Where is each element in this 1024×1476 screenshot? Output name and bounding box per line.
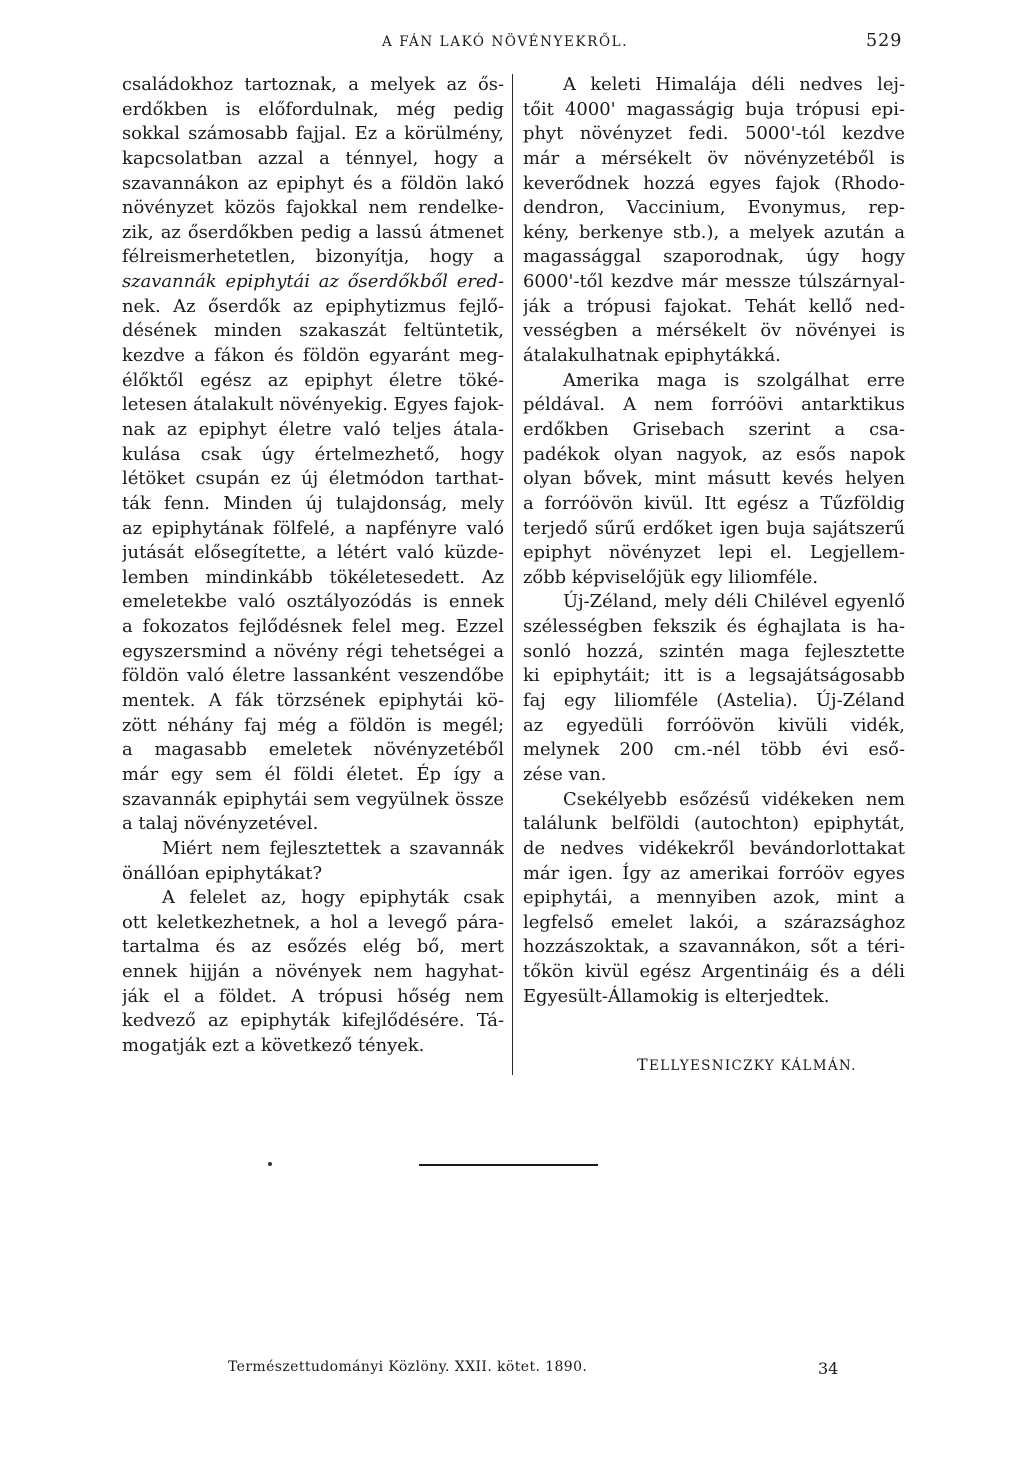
text-line: nek. Az őserdők az epiphytizmus fejlő- [122,295,504,317]
text-line: az egyedüli forróövön kivüli vidék, [523,714,905,736]
text-line: már a mérsékelt öv növényzetéből is [523,147,905,169]
left-column [122,73,504,1059]
text-line: faj egy liliomféle (Astelia). Új-Zéland [523,690,905,712]
text-line: a forróövön kivül. Itt egész a Tűzföldig [523,492,905,514]
text-line: szavannák epiphytái az őserdőkből ered- [122,271,504,293]
text-line: szavannák epiphytái sem vegyülnek össze [122,788,504,810]
text-line: félreismerhetetlen, bizonyítja, hogy a [122,246,504,268]
text-line: ki epiphytáit; itt is a legsajátságosabb [523,665,905,687]
text-line: olyan bővek, mint másutt kevés helyen [523,468,905,490]
text-line: ennek hijján a növények nem hagyhat- [122,961,504,983]
right-column [523,73,905,1009]
text-line: ták fenn. Minden új tulajdonság, mely [122,492,504,514]
page-number: 529 [866,31,903,51]
text-line: A felelet az, hogy epiphyták csak [162,887,504,909]
text-line: ott keletkezhetnek, a hol a levegő pára- [122,911,504,933]
text-line: Új-Zéland, mely déli Chilével egyenlő [563,591,905,613]
running-title: A FÁN LAKÓ NÖVÉNYEKRŐL. [382,34,629,50]
text-line: tartalma és az esőzés elég bő, mert [122,936,504,958]
text-line: mentek. A fák törzsének epiphytái kö- [122,690,504,712]
text-line: emeletekbe való osztályozódás is ennek [122,591,504,613]
text-line: a magasabb emeletek növényzetéből [122,739,504,761]
text-line: vességben a mérsékelt öv növényei is [523,320,905,342]
text-line: kapcsolatban azzal a ténnyel, hogy a [122,147,504,169]
text-line: zik, az őserdőkben pedig a lassú átmenet [122,221,504,243]
text-line: szélességben fekszik és éghajlata is ha- [523,616,905,638]
text-line: kedvező az epiphyták kifejlődésére. Tá- [122,1010,504,1032]
text-line: 6000'-től kezdve már messze túlszárnyal- [523,271,905,293]
text-line: zött néhány faj még a földön is megél; [122,714,504,736]
text-line: jutását elősegítette, a létért való küzde- [122,542,504,564]
text-line: Csekélyebb esőzésű vidékeken nem [563,788,905,810]
text-line: önállóan epiphytákat? [122,862,323,884]
text-line: kulása csak úgy értelmezhető, hogy [122,443,504,465]
text-line: keverődnek hozzá egyes fajok (Rhodo- [523,172,905,194]
text-line: melynek 200 cm.-nél több évi eső- [523,739,905,761]
text-line: phyt növényzet fedi. 5000'-tól kezdve [523,123,905,145]
text-line: találunk belföldi (autochton) epiphytát, [523,813,905,835]
text-line: a fokozatos fejlődésnek felel meg. Ezzel [122,616,504,638]
text-line: élőktől egész az epiphyt életre töké- [122,369,504,391]
text-line: epiphyt növényzet lepi el. Legjellem- [523,542,905,564]
footer-rule [419,1164,598,1166]
text-line: zőbb képviselőjük egy liliomféle. [523,566,819,588]
text-line: Miért nem fejlesztettek a szavannák [162,837,504,859]
text-line: erdőkben is előfordulnak, még pedig [122,98,504,120]
text-line: de nedves vidékekről bevándorlottakat [523,837,905,859]
text-line: ják el a földet. A trópusi hőség nem [122,985,504,1007]
text-line: désének minden szakaszát feltüntetik, [122,320,504,342]
text-line: erdőkben Grisebach szerint a csa- [523,418,905,440]
text-line: A keleti Himalája déli nedves lej- [563,74,905,95]
text-line: sokkal számosabb fajjal. Ez a körülmény, [122,123,504,145]
text-line: szavannákon az epiphyt és a földön lakó [122,172,504,194]
page-header [0,31,1024,58]
text-line: tőit 4000' magasságig buja trópusi epi- [523,98,905,120]
footer-sheet-number: 34 [818,1359,839,1378]
text-line: mogatják ezt a következő tények. [122,1034,425,1056]
text-line: epiphytái, a mennyiben azok, mint a [523,887,905,909]
column-divider [512,74,513,1075]
text-line: kezdve a fákon és földön egyaránt meg- [122,345,504,367]
text-line: lemben mindinkább tökéletesedett. Az [122,566,504,588]
printing-speck [268,1162,272,1166]
text-line: példával. A nem forróövi antarktikus [523,394,905,416]
footer-journal-citation: Természettudományi Közlöny. XXII. kötet. 1890. [228,1359,588,1375]
text-line: dendron, Vaccinium, Evonymus, rep- [523,197,905,219]
text-line: terjedő sűrű erdőket igen buja sajátszerű [523,517,905,539]
text-line: ják a trópusi fajokat. Tehát kellő ned- [523,295,905,317]
text-line: sonló hozzá, szintén maga fejlesztette [523,640,905,662]
text-line: tőkön kivül egész Argentináig és a déli [523,961,905,983]
text-line: létöket csupán ez új életmódon tarthat- [122,468,504,490]
author-signature: TELLYESNICZKY KÁLMÁN. [637,1055,857,1074]
text-line: nak az epiphyt életre való teljes átala- [122,418,504,440]
text-line: az epiphytának fölfelé, a napfényre való [122,517,504,539]
text-line: Egyesült-Államokig is elterjedtek. [523,985,830,1007]
text-line: már igen. Így az amerikai forróöv egyes [523,862,905,884]
text-line: padékok olyan nagyok, az esős napok [523,443,905,465]
text-line: családokhoz tartoznak, a melyek az ős- [122,74,504,95]
text-line: Amerika maga is szolgálhat erre [563,369,905,391]
text-line: átalakulhatnak epiphytákká. [523,345,781,367]
text-line: letesen átalakult növényekig. Egyes fajok- [122,394,504,416]
text-line: kény, berkenye stb.), a melyek azután a [523,221,905,243]
text-line: már egy sem él földi életet. Ép így a [122,763,504,785]
text-line: növényzet közös fajokkal nem rendelke- [122,197,504,219]
text-line: legfelső emelet lakói, a szárazsághoz [523,911,905,933]
text-line: hozzászoktak, a szavannákon, sőt a téri- [523,936,905,958]
text-line: magassággal szaporodnak, úgy hogy [523,246,905,268]
text-line: egyszersmind a növény régi tehetségei a [122,640,504,662]
text-line: földön való életre lassanként veszendőbe [122,665,504,687]
text-line: a talaj növényzetével. [122,813,319,835]
text-line: zése van. [523,763,607,785]
